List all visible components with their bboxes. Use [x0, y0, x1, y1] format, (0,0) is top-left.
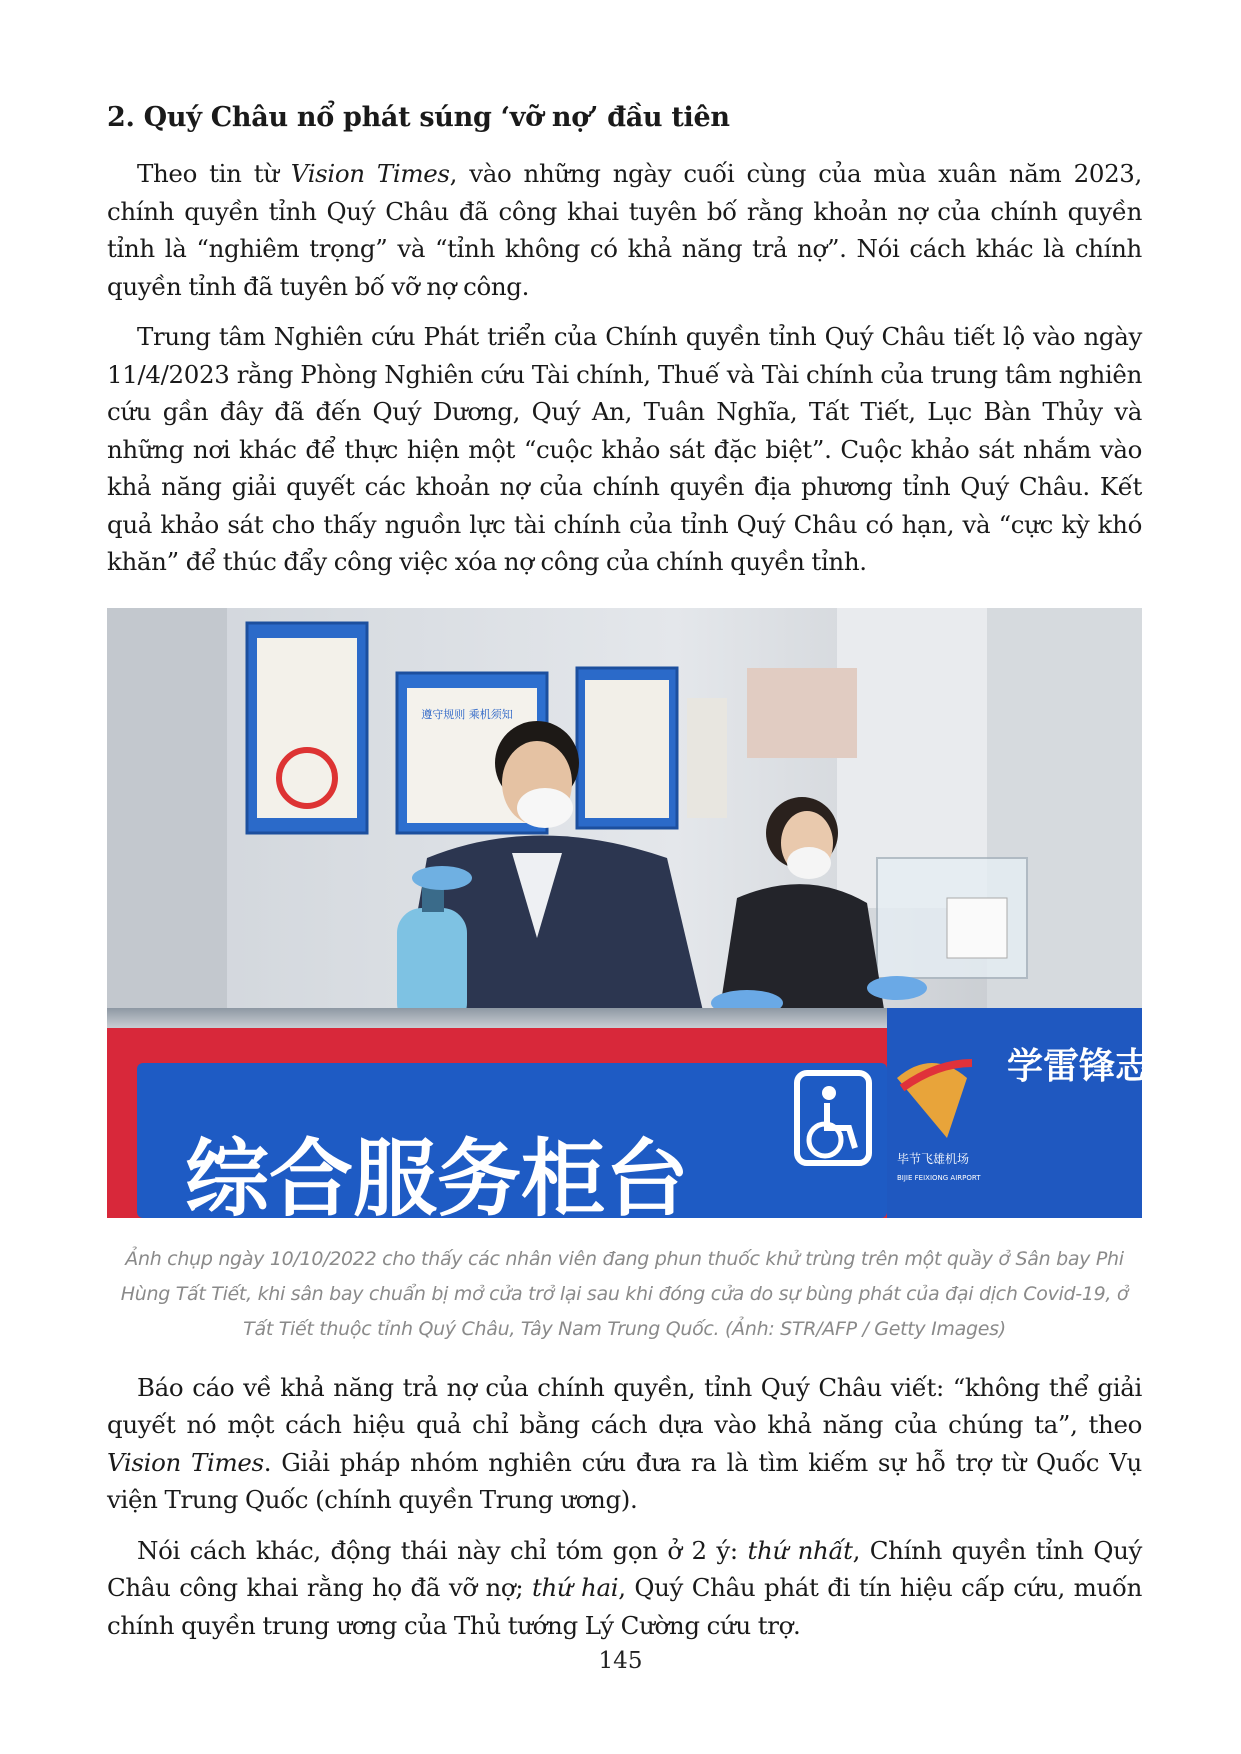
paragraph-2: Trung tâm Nghiên cứu Phát triển của Chính quyền tỉnh Quý Châu tiết lộ vào ngày 11/4/2023 rằng Phòng Nghiên cứu Tài chính, Thuế và Tài chính của trung tâm nghiên cứu gần đây đã đến Quý Dương, Quý An, Tuân Nghĩa, Tất Tiết, Lục Bàn Thủy và những nơi khác để thực hiện một “cuộc khảo sát đặc biệt”. Cuộc khảo sát nhắm vào khả năng giải quyết các khoản nợ của chính quyền địa phương tỉnh Quý Châu. Kết quả khảo sát cho thấy nguồn lực tài chính của tỉnh Quý Châu có hạn, và “cực kỳ khó khăn” để thúc đẩy công việc xóa nợ công của chính quyền tỉnh. [107, 322, 1142, 577]
point-two-label: thứ hai [531, 1573, 619, 1603]
paragraph-1-text-a: Theo tin từ [137, 159, 291, 189]
paragraph-3-text-c: . Giải pháp nhóm nghiên cứu đưa ra là tìm kiếm sự hỗ trợ từ Quốc Vụ viện Trung Quốc (chính quyền Trung ương). [107, 1447, 1142, 1515]
section-heading: 2. Quý Châu nổ phát súng ‘vỡ nợ’ đầu tiên [107, 102, 730, 133]
counter-sign-text: 综合服务柜台 [184, 1129, 690, 1228]
top-sign-text: 遵守规则 乘机须知 [421, 707, 513, 721]
paragraph-4-text-a: Nói cách khác, động thái này chỉ tóm gọn ở 2 ý: [137, 1535, 748, 1565]
page-content [107, 100, 1188, 1657]
photo-caption: Ảnh chụp ngày 10/10/2022 cho thấy các nhân viên đang phun thuốc khử trùng trên một quầy ở Sân bay Phi Hùng Tất Tiết, khi sân bay chuẩn bị mở cửa trở lại sau khi đóng cửa do sự bùng phát của đại dịch Covid-19, ở Tất Tiết thuộc tỉnh Quý Châu, Tây Nam Trung Quốc. (Ảnh: STR/AFP / Getty Images) [120, 1247, 1129, 1340]
page-number: 145 [598, 1648, 643, 1674]
paragraph-1-text-c: , vào những ngày cuối cùng của mùa xuân năm 2023, chính quyền tỉnh Quý Châu đã công khai tuyên bố rằng khoản nợ của chính quyền tỉnh là “nghiêm trọng” và “tỉnh không có khả năng trả nợ”. Nói cách khác là chính quyền tỉnh đã tuyên bố vỡ nợ công. [107, 159, 1142, 301]
paragraph-4-text-c: , Chính quyền tỉnh Quý Châu công khai rằng họ đã vỡ nợ; [107, 1535, 1142, 1603]
paragraph-3 [107, 1369, 1142, 1519]
side-sign-text: 学雷锋志愿 [1007, 1045, 1188, 1087]
airport-logo-subtext: BIJIE FEIXIONG AIRPORT [897, 1173, 981, 1182]
paragraph-3-text-a: Báo cáo về khả năng trả nợ của chính quyền, tỉnh Quý Châu viết: “không thể giải quyết nó một cách hiệu quả chỉ bằng cách dựa vào khả năng của chúng ta”, theo [107, 1372, 1142, 1440]
paragraph-1 [107, 155, 1142, 305]
airport-logo-text: 毕节飞雄机场 [897, 1151, 970, 1166]
source-name: Vision Times [290, 159, 450, 189]
source-name-2: Vision Times [107, 1447, 264, 1477]
paragraph-4-text-e: , Quý Châu phát đi tín hiệu cấp cứu, muốn chính quyền trung ương của Thủ tướng Lý Cường cứu trợ. [107, 1573, 1143, 1640]
point-one-label: thứ nhất [747, 1535, 853, 1565]
airport-counter-photo [107, 608, 1188, 1228]
paragraph-4 [107, 1532, 1142, 1645]
